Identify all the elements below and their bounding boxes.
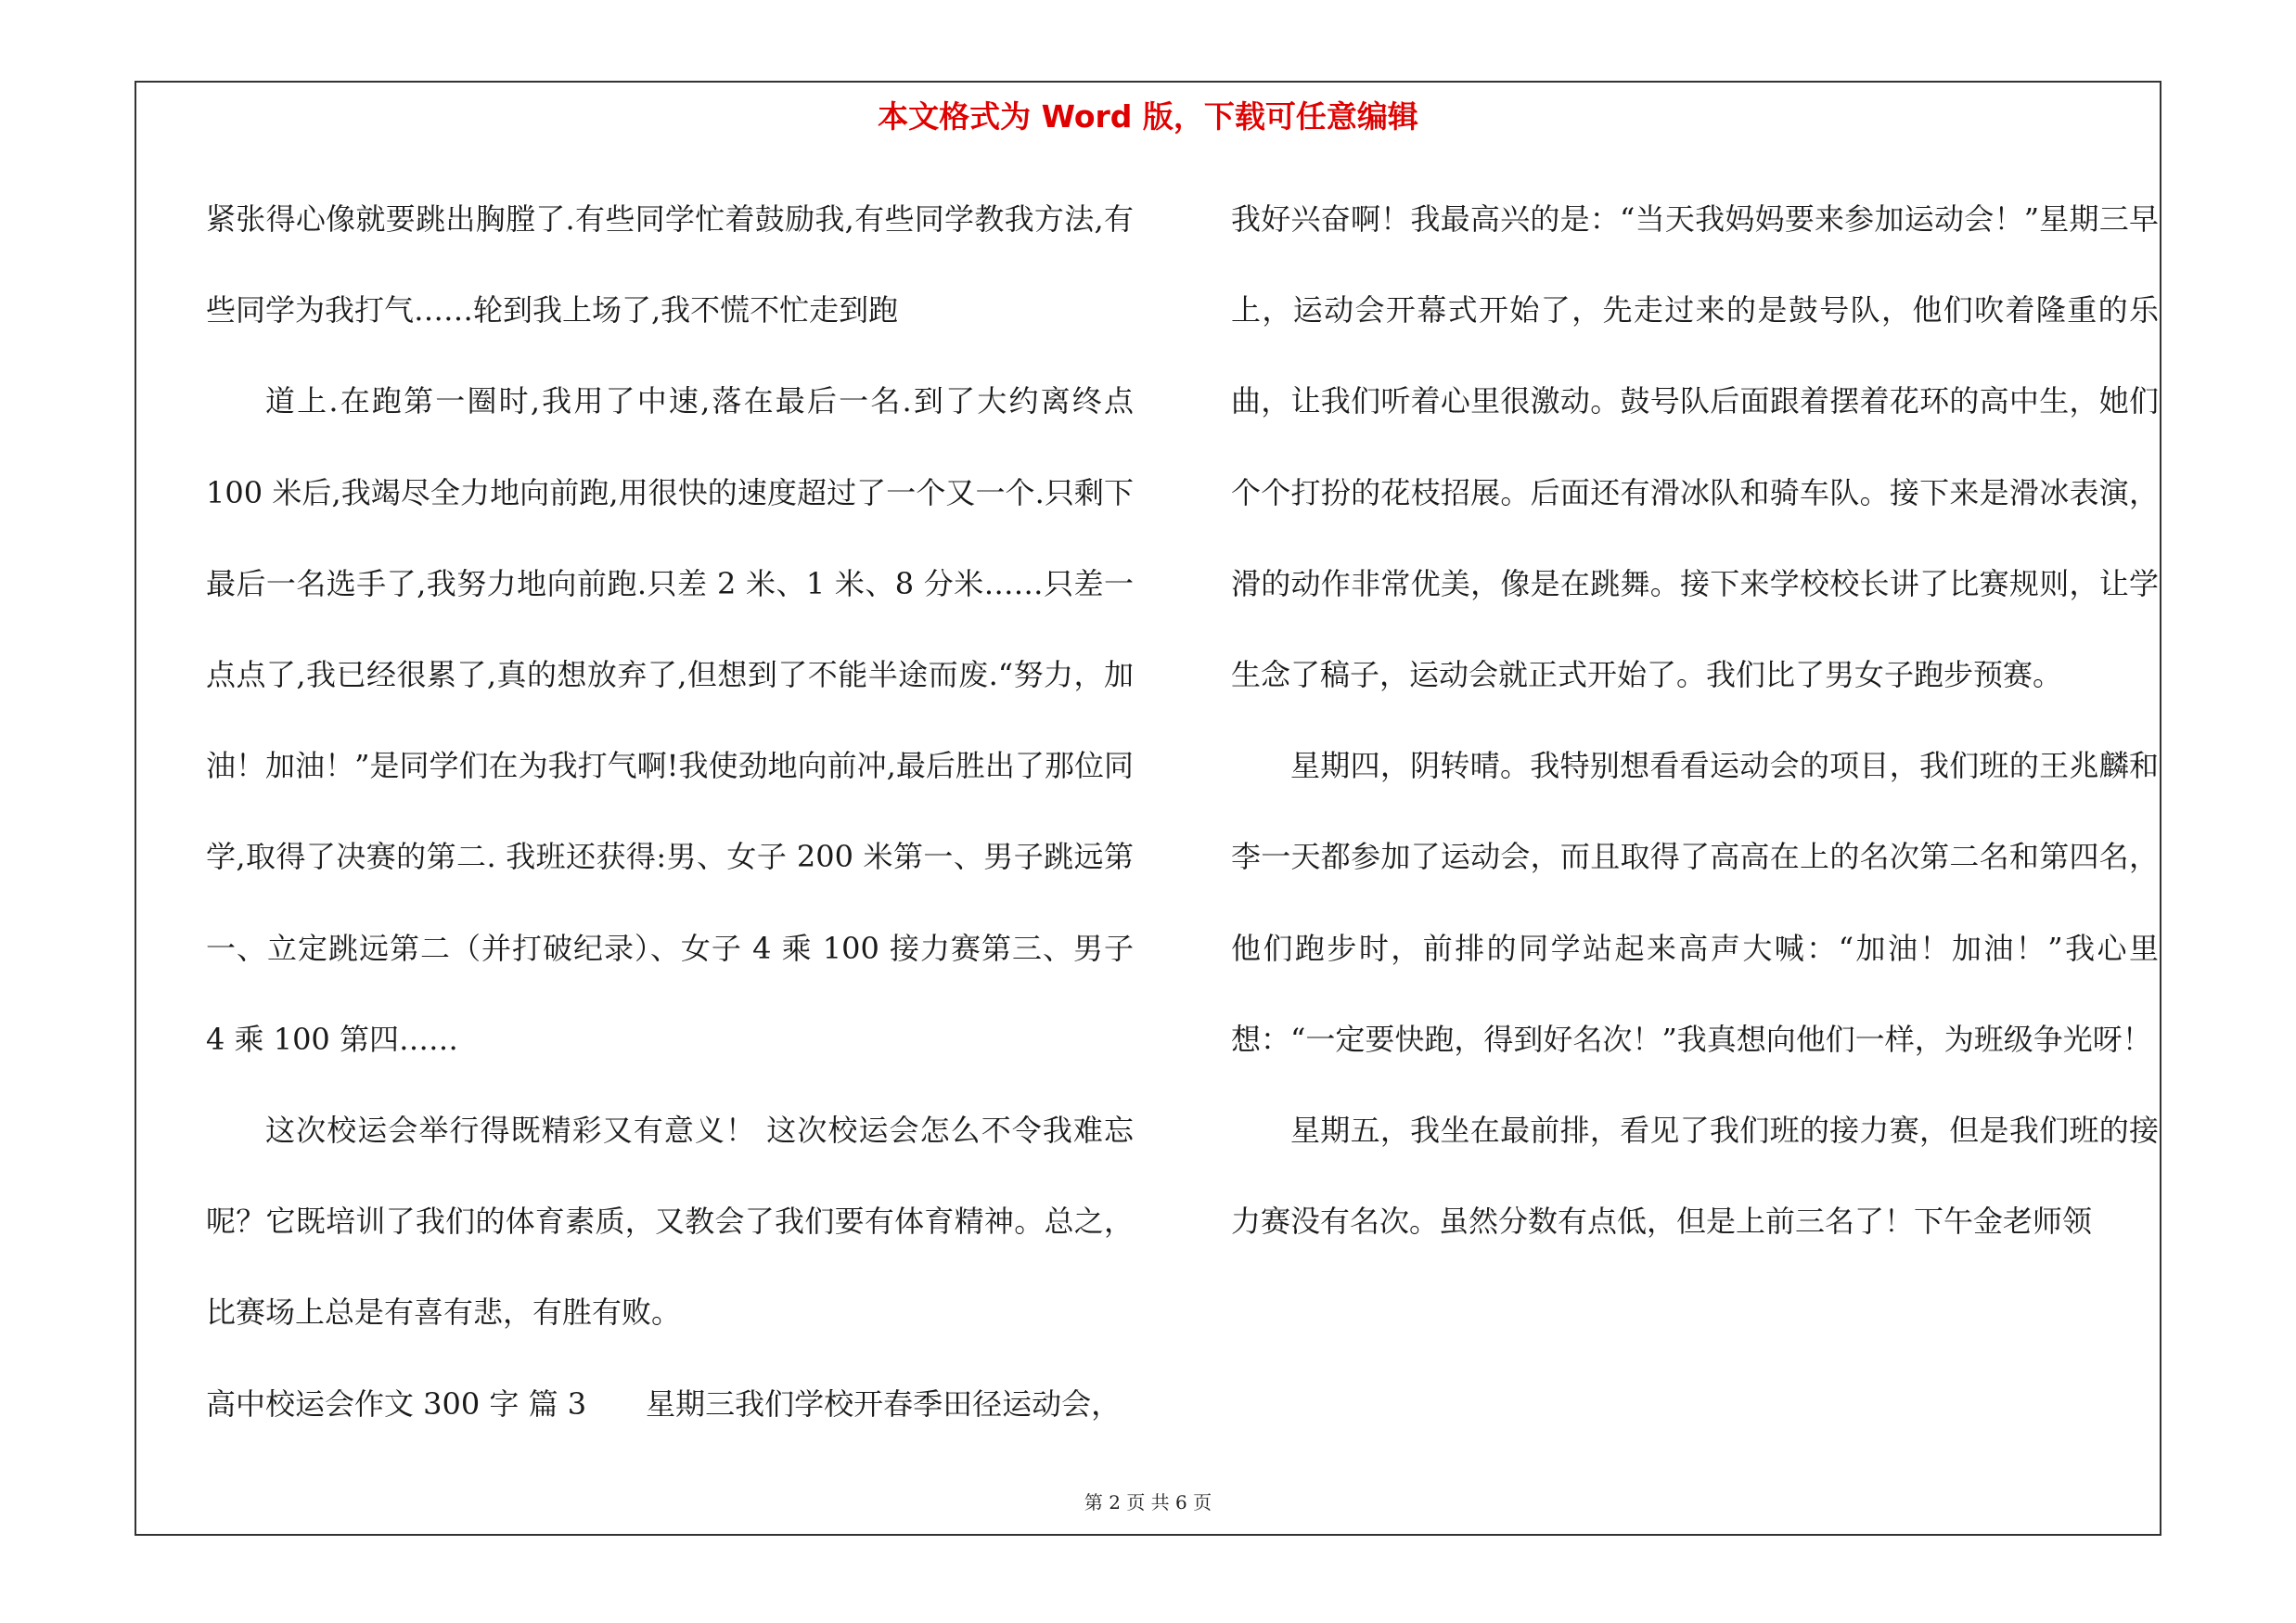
paragraph: 我好兴奋啊！我最高兴的是：“当天我妈妈要来参加运动会！”星期三早上，运动会开幕式开始了，先走过来的是鼓号队，他们吹着隆重的乐曲，让我们听着心里很激动。鼓号队后面跟着摆着花环的高中生，她们个个打扮的花枝招展。后面还有滑冰队和骑车队。接下来是滑冰表演，滑的动作非常优美，像是在跳舞。接下来学校校长讲了比赛规则，让学生念了稿子，运动会就正式开始了。我们比了男女子跑步预赛。 (1231, 201, 2159, 693)
page-frame (135, 81, 2161, 1536)
right-column (1231, 174, 2159, 1267)
header-banner: 本文格式为 Word 版，下载可任意编辑 (878, 98, 1418, 135)
paragraph: 星期四，阴转晴。我特别想看看运动会的项目，我们班的王兆麟和李一天都参加了运动会，而且取得了高高在上的名次第二名和第四名，他们跑步时，前排的同学站起来高声大喊：“加油！加油！”我心里想：“一定要快跑，得到好名次！”我真想向他们一样，为班级争光呀！ (1231, 748, 2159, 1057)
paragraph: 这次校运会举行得既精彩又有意义！ 这次校运会怎么不令我难忘呢？它既培训了我们的体育素质，又教会了我们要有体育精神。总之，比赛场上总是有喜有悲，有胜有败。 (206, 1113, 1134, 1331)
left-column (206, 174, 1134, 1449)
paragraph: 紧张得心像就要跳出胸膛了.有些同学忙着鼓励我,有些同学教我方法,有些同学为我打气……轮到我上场了,我不慌不忙走到跑 (206, 201, 1134, 328)
section-heading-line: 高中校运会作文 300 字 篇 3 星期三我们学校开春季田径运动会， (206, 1385, 1122, 1422)
paragraph: 星期五，我坐在最前排，看见了我们班的接力赛，但是我们班的接力赛没有名次。虽然分数有点低，但是上前三名了！下午金老师领 (1231, 1113, 2159, 1240)
page-number: 第 2 页 共 6 页 (1084, 1491, 1212, 1514)
paragraph: 道上.在跑第一圈时,我用了中速,落在最后一名.到了大约离终点 100 米后,我竭尽全力地向前跑,用很快的速度超过了一个又一个.只剩下最后一名选手了,我努力地向前跑.只差 2 米、1 米、8 分米……只差一点点了,我已经很累了,真的想放弃了,但想到了不能半途而废.“努力，加油！加油！”是同学们在为我打气啊!我使劲地向前冲,最后胜出了那位同学,取得了决赛的第二. 我班还获得:男、女子 200 米第一、男子跳远第一、立定跳远第二（并打破纪录）、女子 4 乘 100 接力赛第三、男子 4 乘 100 第四…… (206, 383, 1134, 1057)
